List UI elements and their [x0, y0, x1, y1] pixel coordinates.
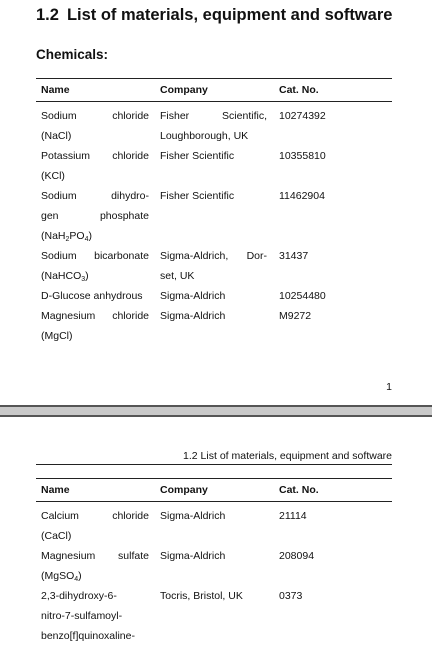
- cell-cat-no: 21114: [279, 510, 307, 522]
- table-row: [36, 246, 392, 286]
- cell-company: Tocris, Bristol, UK: [160, 590, 243, 602]
- cell-cat-no: 31437: [279, 250, 309, 262]
- cell-cat-no: 10274392: [279, 110, 326, 122]
- table-row: [36, 586, 392, 646]
- chemicals-subheading: Chemicals:: [36, 47, 109, 62]
- table-row: [36, 306, 392, 346]
- header-cat-no: Cat. No.: [279, 84, 319, 96]
- cell-company: Sigma-Aldrich, Dor- set, UK: [160, 250, 267, 282]
- running-header: 1.2 List of materials, equipment and software: [183, 450, 392, 462]
- cell-cat-no: 11462904: [279, 190, 325, 202]
- page-separator: [0, 405, 432, 417]
- cell-name: Sodium bicarbonate (NaHCO$_3$): [41, 250, 149, 283]
- cell-name: Calcium chloride (CaCl): [41, 510, 149, 542]
- chemicals-table-continued: [36, 478, 392, 646]
- cell-company: Sigma-Aldrich: [160, 550, 226, 562]
- section-title: [36, 6, 392, 25]
- document-page-2: [0, 417, 432, 647]
- header-cat-no: Cat. No.: [279, 484, 319, 496]
- cell-company: Fisher Scientific: [160, 190, 235, 202]
- table-row: [36, 146, 392, 186]
- table-row: [36, 506, 392, 546]
- section-title-text: List of materials, equipment and software: [66, 6, 393, 24]
- cell-cat-no: 10355810: [279, 150, 326, 162]
- header-name: Name: [41, 84, 70, 96]
- header-name: Name: [41, 484, 70, 496]
- cell-company: Fisher Scientific: [160, 150, 235, 162]
- header-company: Company: [160, 484, 208, 496]
- cell-name: Magnesium sulfate (MgSO$_4$): [41, 550, 149, 583]
- table-row: [36, 106, 392, 146]
- chemicals-table: [36, 78, 392, 346]
- cell-cat-no: M9272: [279, 310, 312, 322]
- cell-company: Sigma-Aldrich: [160, 290, 226, 302]
- running-header-rule: [36, 464, 392, 465]
- cell-company: Fisher Scientific, Loughborough, UK: [160, 110, 267, 142]
- cell-name: Sodium dihydro- gen phosphate $(NaH_2PO_4)$: [41, 190, 149, 243]
- cell-cat-no: 10254480: [279, 290, 326, 302]
- table-row: [36, 546, 392, 586]
- section-number: 1.2: [36, 6, 59, 24]
- table-header-rule: [36, 501, 392, 502]
- table-row: [36, 186, 392, 246]
- page-number: 1: [386, 381, 392, 393]
- cell-cat-no: 208094: [279, 550, 315, 562]
- cell-cat-no: 0373: [279, 590, 303, 602]
- cell-name: D-Glucose anhydrous: [41, 290, 143, 302]
- cell-name: Magnesium chloride (MgCl): [41, 310, 149, 342]
- table-header-rule: [36, 101, 392, 102]
- header-company: Company: [160, 84, 208, 96]
- cell-name: Sodium chloride (NaCl): [41, 110, 149, 142]
- cell-name: Potassium chloride (KCl): [41, 150, 149, 182]
- cell-company: Sigma-Aldrich: [160, 510, 226, 522]
- table-row: [36, 286, 392, 306]
- cell-company: Sigma-Aldrich: [160, 310, 226, 322]
- cell-name: 2,3-dihydroxy-6- nitro-7-sulfamoyl- benzo[f]quinoxaline-: [41, 590, 135, 642]
